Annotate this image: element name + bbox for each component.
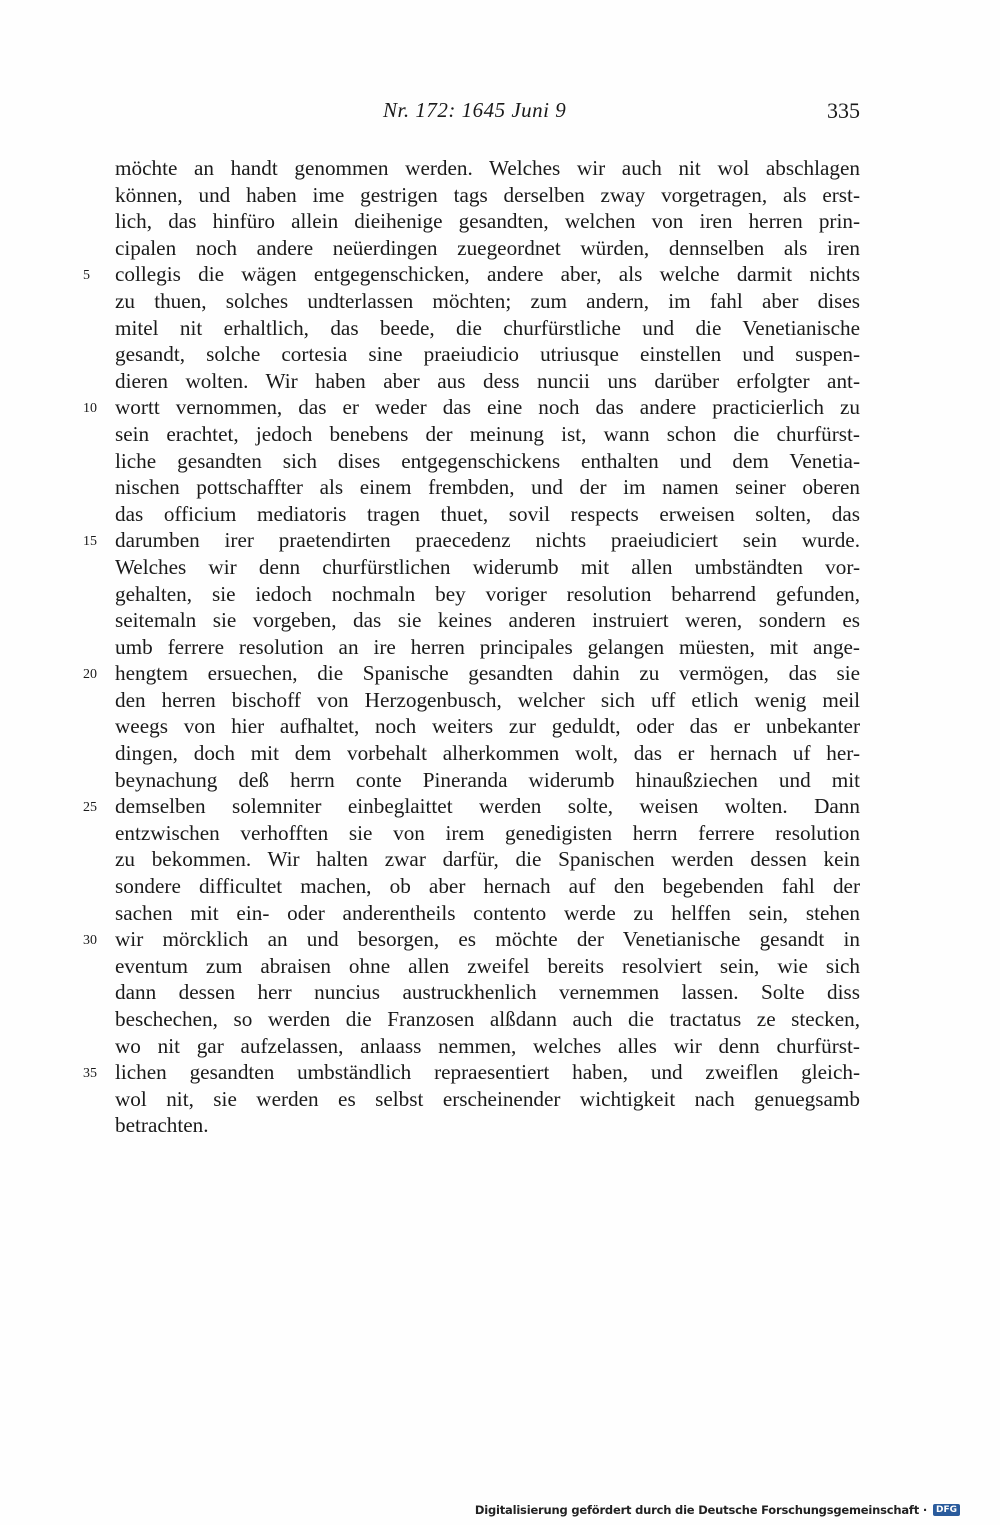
- text-line: [115, 900, 860, 927]
- text-line: [115, 208, 860, 235]
- line-text: wir mörcklich an und besorgen, es möchte der Venetianische gesandt in: [115, 927, 860, 952]
- line-text: hengtem ersuechen, die Spanische gesandten dahin zu vermögen, das sie: [115, 661, 860, 686]
- text-line: [115, 182, 860, 209]
- line-text: wortt vernommen, das er weder das eine noch das andere practicierlich zu: [115, 395, 860, 420]
- line-text: eventum zum abraisen ohne allen zweifel bereits resolviert sein, wie sich: [115, 953, 860, 978]
- text-line: [115, 421, 860, 448]
- line-text: das officium mediatoris tragen thuet, sovil respects erweisen solten, das: [115, 501, 860, 526]
- text-line: [115, 341, 860, 368]
- text-line: [115, 767, 860, 794]
- line-text: lich, das hinfüro allein dieihenige gesandten, welchen von iren herren prin-: [115, 209, 860, 234]
- line-text: wol nit, sie werden es selbst erscheinender wichtigkeit nach genuegsamb: [115, 1086, 860, 1111]
- line-text: wo nit gar aufzelassen, anlaass nemmen, welches alles wir denn churfürst-: [115, 1033, 860, 1058]
- text-line: [115, 820, 860, 847]
- line-text: cipalen noch andere neüerdingen zuegeordnet würden, dennselben als iren: [115, 235, 860, 260]
- line-text: gesandt, solche cortesia sine praeiudicio utriusque einstellen und suspen-: [115, 342, 860, 367]
- text-line: [115, 953, 860, 980]
- text-line: [115, 448, 860, 475]
- line-text: dingen, doch mit dem vorbehalt alherkommen wolt, das er hernach uf her-: [115, 741, 860, 766]
- line-text: betrachten.: [115, 1113, 209, 1138]
- body-text: [83, 155, 860, 1139]
- text-line: [83, 261, 860, 288]
- text-line: [83, 660, 860, 687]
- line-text: sondere difficultet machen, ob aber hernach auf den begebenden fahl der: [115, 874, 860, 899]
- text-line: [83, 1059, 860, 1086]
- line-text: sachen mit ein- oder anderentheils contento werde zu helffen sein, stehen: [115, 900, 860, 925]
- text-line: [115, 713, 860, 740]
- line-text: zu bekommen. Wir halten zwar darfür, die Spanischen werden dessen kein: [115, 847, 860, 872]
- line-text: dieren wolten. Wir haben aber aus dess nuncii uns darüber erfolgter ant-: [115, 368, 860, 393]
- text-line: [115, 501, 860, 528]
- text-line: [115, 1086, 860, 1113]
- line-number: 25: [83, 800, 97, 816]
- text-line: [115, 474, 860, 501]
- line-text: möchte an handt genommen werden. Welches wir auch nit wol abschlagen: [115, 156, 860, 180]
- text-line: [115, 740, 860, 767]
- text-line: [115, 368, 860, 395]
- page-header: [115, 98, 860, 128]
- text-line: [115, 607, 860, 634]
- line-text: seitemaln sie vorgeben, das sie keines anderen instruiert weren, sondern es: [115, 608, 860, 633]
- text-line: [115, 687, 860, 714]
- text-line: [83, 926, 860, 953]
- digitization-credit: [475, 1503, 960, 1517]
- text-line: [115, 1033, 860, 1060]
- line-text: darumben irer praetendirten praecedenz nichts praeiudiciert sein wurde.: [115, 528, 860, 553]
- line-text: dann dessen herr nuncius austruckhenlich vernemmen lassen. Solte diss: [115, 980, 860, 1005]
- line-text: zu thuen, solches undterlassen möchten; zum andern, im fahl aber dises: [115, 288, 860, 313]
- line-number: 20: [83, 667, 97, 683]
- line-text: collegis die wägen entgegenschicken, andere aber, als welche darmit nichts: [115, 262, 860, 287]
- line-number: 10: [83, 401, 97, 417]
- line-text: Welches wir denn churfürstlichen widerumb mit allen umbständten vor-: [115, 554, 860, 579]
- line-text: demselben solemniter einbeglaittet werden solte, weisen wolten. Dann: [115, 794, 860, 819]
- line-text: nischen pottschaffter als einem frembden, und der im namen seiner oberen: [115, 475, 860, 500]
- line-number: 5: [83, 268, 90, 284]
- line-number: 35: [83, 1066, 97, 1082]
- text-line: [115, 1006, 860, 1033]
- line-text: liche gesandten sich dises entgegenschickens enthalten und dem Venetia-: [115, 448, 860, 473]
- text-line: [115, 1112, 860, 1139]
- line-text: lichen gesandten umbständlich repraesentiert haben, und zweiflen gleich-: [115, 1060, 860, 1085]
- line-text: umb ferrere resolution an ire herren principales gelangen müesten, mit ange-: [115, 634, 860, 659]
- text-line: [115, 634, 860, 661]
- text-line: [115, 235, 860, 262]
- dfg-logo-icon: DFG: [933, 1504, 960, 1516]
- line-text: weegs von hier aufhaltet, noch weiters zur geduldt, oder das er unbekanter: [115, 714, 860, 739]
- text-line: [83, 394, 860, 421]
- text-line: [115, 846, 860, 873]
- text-line: [115, 155, 860, 182]
- line-text: entzwischen verhofften sie von irem genedigisten herrn ferrere resolution: [115, 820, 860, 845]
- text-line: [83, 527, 860, 554]
- page-number: 335: [827, 98, 860, 123]
- line-number: 15: [83, 534, 97, 550]
- running-head: Nr. 172: 1645 Juni 9: [383, 98, 567, 122]
- line-number: 30: [83, 933, 97, 949]
- line-text: können, und haben ime gestrigen tags derselben zway vorgetragen, als erst-: [115, 182, 860, 207]
- line-text: sein erachtet, jedoch benebens der meinung ist, wann schon die churfürst-: [115, 421, 860, 446]
- text-line: [83, 793, 860, 820]
- text-line: [115, 581, 860, 608]
- line-text: gehalten, sie iedoch nochmaln bey voriger resolution beharrend gefunden,: [115, 581, 860, 606]
- text-line: [115, 288, 860, 315]
- line-text: beynachung deß herrn conte Pineranda widerumb hinaußziechen und mit: [115, 767, 860, 792]
- text-line: [115, 873, 860, 900]
- text-line: [115, 979, 860, 1006]
- line-text: mitel nit erhaltlich, das beede, die churfürstliche und die Venetianische: [115, 315, 860, 340]
- text-line: [115, 315, 860, 342]
- line-text: den herren bischoff von Herzogenbusch, welcher sich uff etlich wenig meil: [115, 687, 860, 712]
- credit-text: Digitalisierung gefördert durch die Deutsche Forschungsgemeinschaft ·: [474, 1503, 927, 1517]
- line-text: beschechen, so werden die Franzosen alßdann auch die tractatus ze stecken,: [115, 1007, 860, 1031]
- text-line: [115, 554, 860, 581]
